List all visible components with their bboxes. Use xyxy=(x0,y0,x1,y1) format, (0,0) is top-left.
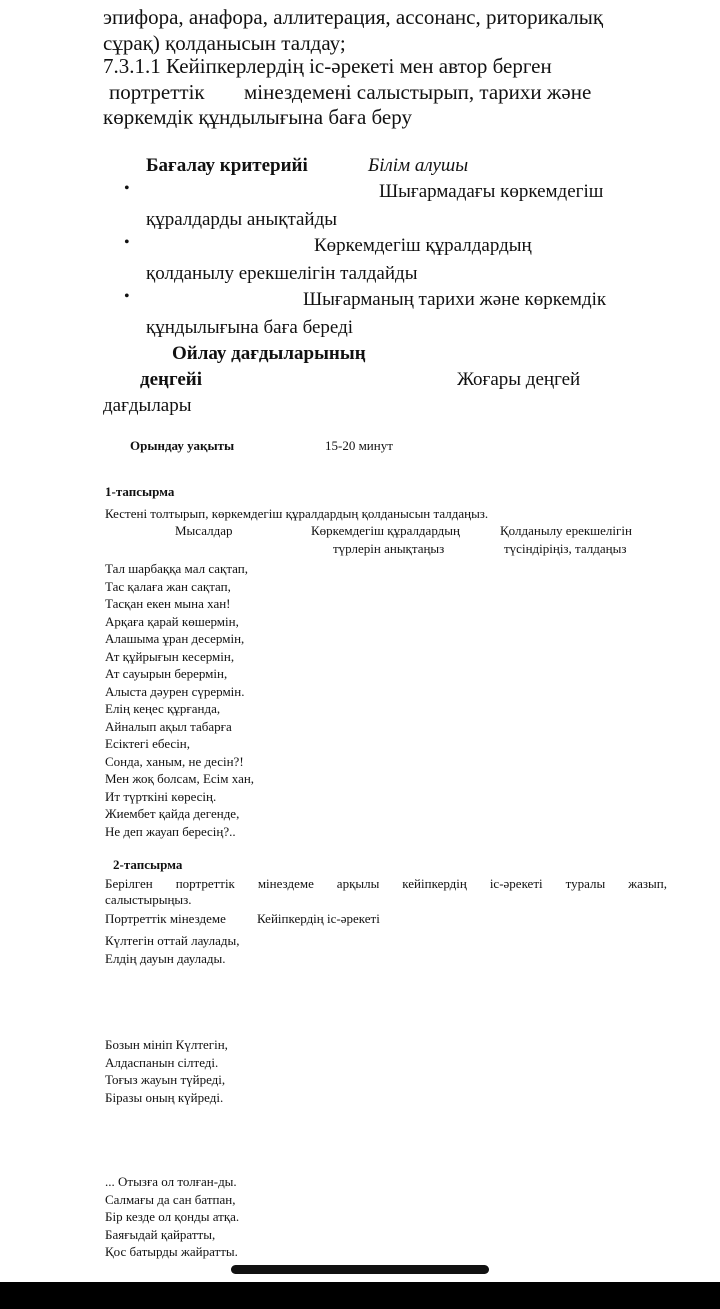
poem-line: Ат сауырын берермін, xyxy=(105,666,228,681)
instruction-word: арқылы xyxy=(336,876,380,891)
instruction-word: Берілген xyxy=(105,876,153,891)
poem-line: Біразы оның күйреді. xyxy=(105,1089,224,1105)
poem-line: Арқаға қарай көшермін, xyxy=(105,613,239,629)
objective-line-5: көркемдік құндылығына баға беру xyxy=(103,105,412,129)
task1-col-types-1: Көркемдегіш құралдардың xyxy=(311,523,460,538)
poem-line: Ат құйрығын кесермін, xyxy=(105,648,235,664)
instruction-word: кейіпкердің xyxy=(402,876,467,891)
task1-col-types-2: түрлерін анықтаңыз xyxy=(333,541,445,556)
objective-line-1: эпифора, анафора, аллитерация, ассонанс, риторикалық xyxy=(103,5,604,29)
poem-line: Бозын мініп Күлтегін, xyxy=(105,1037,228,1052)
instruction-word: жазып, xyxy=(628,876,667,891)
poem-line: Бір кезде ол қонды атқа. xyxy=(105,1209,240,1224)
thinking-value: Жоғары деңгей xyxy=(457,369,581,390)
task2-title: 2-тапсырма xyxy=(113,857,183,872)
task1-instruction: Кестені толтырып, көркемдегіш құралдардың қолданысын талдаңыз. xyxy=(105,506,489,521)
poem-line: Сонда, ханым, не десін?! xyxy=(105,753,244,769)
task1-title: 1-тапсырма xyxy=(105,484,175,499)
poem-line: ... Отызға ол толған-ды. xyxy=(105,1174,237,1189)
criterion-3-a: Шығарманың тарихи және көркемдік xyxy=(303,289,607,310)
criteria-subject: Білім алушы xyxy=(368,155,469,176)
poem-line: Алыста дәурен сүрермін. xyxy=(105,683,245,699)
time-label: Орындау уақыты xyxy=(130,438,235,453)
task1-col-examples: Мысалдар xyxy=(175,523,233,538)
poem-line: Елдің дауын даулады. xyxy=(105,950,226,966)
instruction-word: іс-әрекеті xyxy=(489,876,543,891)
task2-instruction-line-2: салыстырыңыз. xyxy=(105,892,192,907)
criteria-heading: Бағалау критерийі xyxy=(146,155,308,176)
task2-block-2 xyxy=(105,1036,228,1106)
objective-line-4a: портреттік xyxy=(109,80,205,104)
poem-line: Ит түрткіні көресің. xyxy=(105,788,217,804)
objective-line-3: 7.3.1.1 Кейіпкерлердің іс-әрекеті мен автор берген xyxy=(103,54,552,78)
task1-col-usage-2: түсіндіріңіз, талдаңыз xyxy=(504,541,627,556)
bottom-bar xyxy=(0,1282,720,1309)
poem-line: Елің кеңес құрғанда, xyxy=(105,701,221,716)
home-indicator[interactable] xyxy=(231,1265,489,1274)
poem-line: Жиембет қайда дегенде, xyxy=(105,806,240,821)
objective-line-4b: мінездемені салыстырып, тарихи және xyxy=(244,80,592,104)
thinking-heading-2: деңгейі xyxy=(140,369,203,390)
objective-line-2: сұрақ) қолданысын талдау; xyxy=(103,31,346,55)
criterion-1-a: Шығармадағы көркемдегіш xyxy=(379,181,604,202)
criterion-2-a: Көркемдегіш құралдардың xyxy=(314,235,532,256)
thinking-heading-1: Ойлау дағдыларының xyxy=(172,343,366,364)
bullet-icon: • xyxy=(124,180,130,197)
task2-col-actions: Кейіпкердің іс-әрекеті xyxy=(257,911,380,926)
task1-col-usage-1: Қолданылу ерекшелігін xyxy=(500,523,632,538)
time-value: 15-20 минут xyxy=(325,438,393,453)
criterion-2-b: қолданылу ерекшелігін талдайды xyxy=(146,263,418,284)
task2-col-portrait: Портреттік мінездеме xyxy=(105,911,226,926)
poem-line: Алашыма ұран десермін, xyxy=(105,631,245,646)
task2-block-3 xyxy=(105,1173,239,1261)
poem-line: Тоғыз жауын түйреді, xyxy=(105,1072,226,1087)
poem-line: Тал шарбаққа мал сақтап, xyxy=(105,561,248,576)
instruction-word: мінездеме xyxy=(257,876,314,891)
poem-line: Тас қалаға жан сақтап, xyxy=(105,578,231,594)
poem-line: Есіктегі ебесін, xyxy=(105,736,191,751)
poem-line: Баяғыдай қайратты, xyxy=(105,1226,216,1242)
poem-line: Салмағы да сан батпан, xyxy=(105,1191,236,1207)
poem-line: Айналып ақыл табарға xyxy=(105,718,232,734)
poem-line: Күлтегін оттай лаулады, xyxy=(105,933,240,948)
task2-instruction-line-1 xyxy=(105,875,667,893)
poem-line: Тасқан екен мына хан! xyxy=(105,596,231,611)
task1-poem xyxy=(105,560,254,840)
instruction-word: туралы xyxy=(565,876,606,891)
poem-line: Алдаспанын сілтеді. xyxy=(105,1054,219,1070)
criterion-1-b: құралдарды анықтайды xyxy=(146,209,338,230)
poem-line: Қос батырды жайратты. xyxy=(105,1244,238,1259)
poem-line: Не деп жауап бересің?.. xyxy=(105,823,236,839)
poem-line: Мен жоқ болсам, Есім хан, xyxy=(105,771,255,786)
thinking-value-cont: дағдылары xyxy=(103,395,192,416)
bullet-icon: • xyxy=(124,288,130,305)
criterion-3-b: құндылығына баға береді xyxy=(146,317,354,338)
task2-block-1 xyxy=(105,932,239,967)
instruction-word: портреттік xyxy=(175,876,235,891)
bullet-icon: • xyxy=(124,234,130,251)
